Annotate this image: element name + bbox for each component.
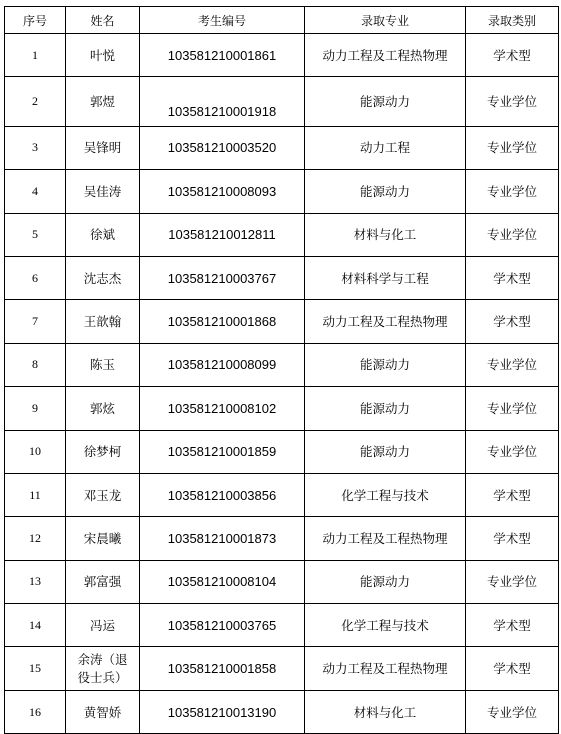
cell-exam-id: 103581210003520 — [140, 126, 305, 169]
cell-index: 16 — [5, 690, 66, 733]
cell-major: 能源动力 — [305, 430, 466, 473]
cell-name: 郭煜 — [66, 77, 140, 126]
cell-exam-id: 103581210013190 — [140, 690, 305, 733]
cell-category: 学术型 — [466, 256, 559, 299]
cell-name: 郭炫 — [66, 387, 140, 430]
cell-name: 叶悦 — [66, 34, 140, 77]
cell-category: 学术型 — [466, 473, 559, 516]
cell-index: 10 — [5, 430, 66, 473]
cell-index: 15 — [5, 647, 66, 690]
cell-category: 专业学位 — [466, 170, 559, 213]
header-exam-id: 考生编号 — [140, 7, 305, 34]
cell-category: 专业学位 — [466, 690, 559, 733]
cell-name: 徐斌 — [66, 213, 140, 256]
cell-name: 邓玉龙 — [66, 473, 140, 516]
table-row — [5, 126, 559, 169]
table-row — [5, 300, 559, 343]
cell-exam-id: 103581210001861 — [140, 34, 305, 77]
cell-exam-id: 103581210003767 — [140, 256, 305, 299]
cell-name: 宋晨曦 — [66, 517, 140, 560]
header-major: 录取专业 — [305, 7, 466, 34]
cell-major: 化学工程与技术 — [305, 473, 466, 516]
cell-name: 余涛（退役士兵） — [66, 647, 140, 690]
cell-major: 材料与化工 — [305, 213, 466, 256]
cell-category: 学术型 — [466, 300, 559, 343]
table-row — [5, 170, 559, 213]
cell-index: 9 — [5, 387, 66, 430]
table-row — [5, 517, 559, 560]
cell-category: 学术型 — [466, 604, 559, 647]
cell-major: 材料与化工 — [305, 690, 466, 733]
cell-category: 学术型 — [466, 647, 559, 690]
table-row — [5, 343, 559, 386]
cell-name: 郭富强 — [66, 560, 140, 603]
cell-major: 材料科学与工程 — [305, 256, 466, 299]
cell-name: 吴佳涛 — [66, 170, 140, 213]
cell-index: 5 — [5, 213, 66, 256]
cell-exam-id: 103581210001858 — [140, 647, 305, 690]
cell-exam-id: 103581210003856 — [140, 473, 305, 516]
table-row — [5, 213, 559, 256]
cell-category: 专业学位 — [466, 430, 559, 473]
cell-exam-id: 103581210003765 — [140, 604, 305, 647]
cell-exam-id: 103581210012811 — [140, 213, 305, 256]
cell-index: 2 — [5, 77, 66, 126]
cell-name: 吴锋明 — [66, 126, 140, 169]
cell-major: 动力工程 — [305, 126, 466, 169]
cell-index: 13 — [5, 560, 66, 603]
cell-exam-id: 103581210008099 — [140, 343, 305, 386]
cell-index: 11 — [5, 473, 66, 516]
cell-major: 能源动力 — [305, 343, 466, 386]
cell-exam-id: 103581210001873 — [140, 517, 305, 560]
table-row — [5, 430, 559, 473]
cell-name: 王歆翰 — [66, 300, 140, 343]
header-category: 录取类别 — [466, 7, 559, 34]
cell-index: 4 — [5, 170, 66, 213]
table-row — [5, 387, 559, 430]
cell-major: 动力工程及工程热物理 — [305, 517, 466, 560]
cell-category: 学术型 — [466, 34, 559, 77]
cell-exam-id: 103581210008093 — [140, 170, 305, 213]
cell-index: 1 — [5, 34, 66, 77]
table-row — [5, 473, 559, 516]
table-row — [5, 690, 559, 733]
table-row — [5, 77, 559, 126]
cell-index: 6 — [5, 256, 66, 299]
cell-major: 能源动力 — [305, 560, 466, 603]
table-row — [5, 34, 559, 77]
cell-name: 陈玉 — [66, 343, 140, 386]
table-row — [5, 604, 559, 647]
cell-category: 专业学位 — [466, 560, 559, 603]
cell-exam-id: 103581210008104 — [140, 560, 305, 603]
cell-name: 冯运 — [66, 604, 140, 647]
cell-category: 专业学位 — [466, 387, 559, 430]
header-index: 序号 — [5, 7, 66, 34]
table-row — [5, 560, 559, 603]
cell-index: 7 — [5, 300, 66, 343]
cell-major: 能源动力 — [305, 170, 466, 213]
cell-major: 动力工程及工程热物理 — [305, 34, 466, 77]
cell-exam-id: 103581210001918 — [140, 77, 305, 126]
cell-major: 能源动力 — [305, 387, 466, 430]
cell-category: 专业学位 — [466, 126, 559, 169]
cell-major: 能源动力 — [305, 77, 466, 126]
cell-category: 学术型 — [466, 517, 559, 560]
cell-index: 8 — [5, 343, 66, 386]
cell-index: 12 — [5, 517, 66, 560]
table-row — [5, 256, 559, 299]
cell-name: 徐梦柯 — [66, 430, 140, 473]
cell-exam-id: 103581210001859 — [140, 430, 305, 473]
cell-major: 化学工程与技术 — [305, 604, 466, 647]
admission-table — [4, 6, 559, 734]
table-header-row — [5, 7, 559, 34]
cell-name: 黄智娇 — [66, 690, 140, 733]
cell-exam-id: 103581210008102 — [140, 387, 305, 430]
cell-category: 专业学位 — [466, 77, 559, 126]
cell-index: 14 — [5, 604, 66, 647]
cell-major: 动力工程及工程热物理 — [305, 300, 466, 343]
cell-category: 专业学位 — [466, 343, 559, 386]
cell-name: 沈志杰 — [66, 256, 140, 299]
table-row — [5, 647, 559, 690]
cell-exam-id: 103581210001868 — [140, 300, 305, 343]
cell-category: 专业学位 — [466, 213, 559, 256]
cell-index: 3 — [5, 126, 66, 169]
cell-major: 动力工程及工程热物理 — [305, 647, 466, 690]
header-name: 姓名 — [66, 7, 140, 34]
